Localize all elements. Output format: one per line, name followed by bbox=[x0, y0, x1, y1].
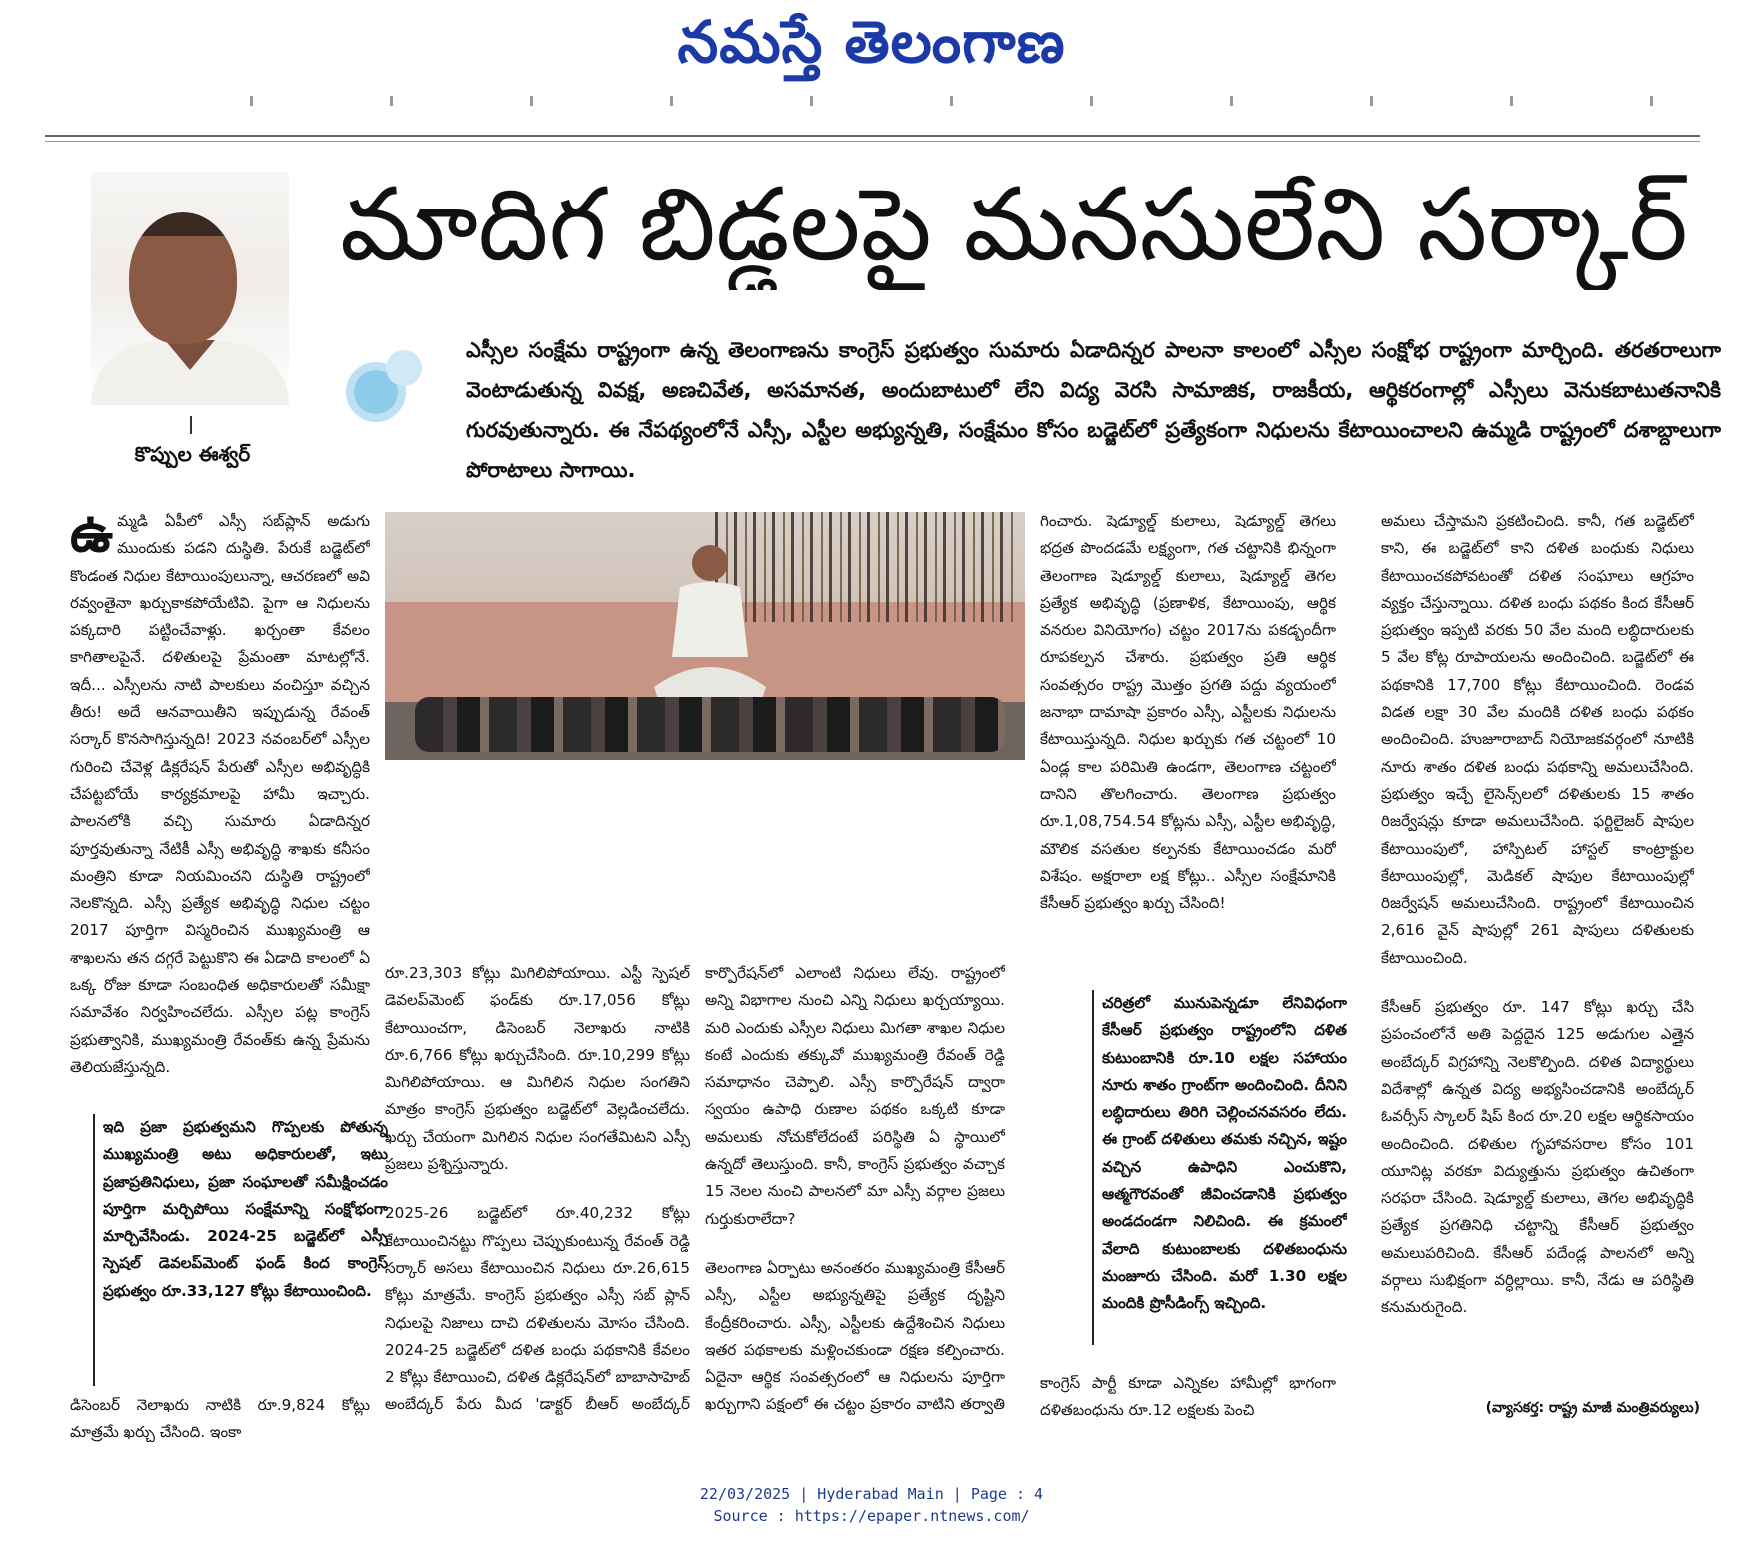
paragraph: తెలంగాణ ఏర్పాటు అనంతరం ముఖ్యమంత్రి కేసీఆర్ ఎస్సీ, ఎస్టీల అభ్యున్నతిపై ప్రత్యేక దృష్టిని కేంద్రీకరించారు. ఎస్సీ, ఎస్టీలకు ఉద్దేశించిన నిధులు ఇతర పథకాలకు మళ్లించకుండా రక్షణ కల్పించారు. ఏదైనా ఆర్థిక సంవత్సరంలో ఆ నిధులను పూర్తిగా ఖర్చుగాని పక్షంలో ఈ చట్టం ప్రకారం వాటిని తర్వాతి bbox=[705, 1258, 1005, 1414]
column-3 bbox=[705, 960, 1005, 1420]
paragraph: కేసీఆర్ ప్రభుత్వం రూ. 147 కోట్లు ఖర్చు చేసి ప్రపంచంలోనే అతి పెద్దదైన 125 అడుగుల ఎత్తైన అంబేద్కర్ విగ్రహాన్ని నెలకొల్పింది. దళిత విద్యార్థులు విదేశాల్లో ఉన్నత విద్య అభ్యసించడానికి అంబేద్కర్ ఓవర్సీస్ స్కాలర్ షిప్ కింద రూ.20 లక్షల ఆర్థికసాయం అందించింది. దళితుల గృహావసరాల కోసం 101 యూనిట్ల వరకూ విద్యుత్తును ప్రభుత్వం ఉచితంగా సరఫరా చేసింది. షెడ్యూల్డ్ కులాలు, తెగల అభివృద్ధికి ప్రత్యేక ప్రగతినిధి చట్టాన్ని కేసీఆర్ ప్రభుత్వం అమలుపరిచింది. కేసీఆర్ పదేండ్ల పాలనలో అన్ని వర్గాలు సుభిక్షంగా వర్ధిల్లాయి. కానీ, నేడు ఆ పరిస్థితి కనుమరుగైంది. bbox=[1381, 998, 1694, 1317]
paragraph: రూ.23,303 కోట్లు మిగిలిపోయాయి. ఎస్టీ స్పెషల్ డెవలప్‌మెంట్ ఫండ్‌కు రూ.17,056 కోట్లు కేటాయించగా, డిసెంబర్ నెలాఖరు నాటికి రూ.6,766 కోట్లు ఖర్చుచేసింది. రూ.10,299 కోట్లు మిగిలిపోయాయి. ఆ మిగిలిన నిధుల సంగతిని మాత్రం కాంగ్రెస్ ప్రభుత్వం బడ్జెట్‌లో వెల్లడించలేదు. ఖర్చు చేయంగా మిగిలిన నిధుల సంగతేమిటని ఎస్సీ ప్రజలు ప్రశ్నిస్తున్నారు. bbox=[385, 964, 690, 1174]
column-4 bbox=[1040, 508, 1336, 958]
article-headline: మాదిగ బిడ్డలపై మనసులేని సర్కార్ bbox=[340, 166, 1688, 283]
drop-cap: ఉ bbox=[70, 508, 114, 564]
author-note: (వ్యాసకర్త: రాష్ట్ర మాజీ మంత్రివర్యులు) bbox=[1485, 1400, 1700, 1416]
paragraph: 2025-26 బడ్జెట్‌లో రూ.40,232 కోట్లు కేటాయించినట్టు గొప్పలు చెప్పుకుంటున్న రేవంత్ రెడ్డి సర్కార్ అసలు కేటాయించిన నిధులు రూ.26,615 కోట్లు మాత్రమే. కాంగ్రెస్ ప్రభుత్వం ఎస్సీ సబ్ ప్లాన్ నిధులపై నిజాలు దాచి దళితులను మోసం చేసింది. 2024-25 బడ్జెట్‌లో దళిత బంధు పథకానికి కేవలం 2 కోట్లు కేటాయించి, దళిత డిక్లరేషన్‌లో బాబాసాహెబ్ అంబేద్కర్ పేరు మీద 'డాక్టర్ బీఆర్ అంబేద్కర్ bbox=[385, 1204, 690, 1414]
column-2 bbox=[385, 960, 690, 1420]
paragraph: అమలు చేస్తామని ప్రకటించింది. కానీ, గత బడ్జెట్‌లో కాని, ఈ బడ్జెట్‌లో కాని దళిత బంధుకు నిధులు కేటాయించకపోవటంతో దళిత సంఘాలు ఆగ్రహం వ్యక్తం చేస్తున్నాయి. దళిత బంధు పథకం కింద కేసీఆర్ ప్రభుత్వం ఇప్పటి వరకు 50 వేల మంది లబ్ధిదారులకు 5 వేల కోట్ల రూపాయలను అందించింది. బడ్జెట్‌లో ఈ పథకానికి 17,700 కోట్లు కేటాయించింది. రెండవ విడత లక్షా 30 వేల మందికి దళిత బంధు పథకం అందించింది. హుజూరాబాద్ నియోజకవర్గంలో నూటికి నూరు శాతం దళిత బంధు పథకాన్ని అమలుచేసింది. ప్రభుత్వం ఇచ్చే లైసెన్స్‌లలో దళితులకు 15 శాతం రిజర్వేషన్లు కూడా అమలుచేసింది. ఫర్టిలైజర్ షాపుల కేటాయింపులో, హాస్పిటల్ హాస్టల్ కాంట్రాక్టుల కేటాయింపుల్లో, మెడికల్ షాపుల కేటాయింపుల్లో రిజర్వేషన్ అమలుచేసింది. రాష్ట్రంలో కేటాయించిన 2,616 వైన్ షాపుల్లో 261 షాపులు దళితులకు కేటాయించింది. bbox=[1381, 512, 1694, 967]
article-lead: ఎస్సీల సంక్షేమ రాష్ట్రంగా ఉన్న తెలంగాణను కాంగ్రెస్ ప్రభుత్వం సుమారు ఏడాదిన్నర పాలనా కాలంలో ఎస్సీల సంక్షోభ రాష్ట్రంగా మార్చింది. తరతరాలుగా వెంటాడుతున్న వివక్ష, అణచివేత, అసమానత, అందుబాటులో లేని విద్య వెరసి సామాజిక, రాజకీయ, ఆర్థికరంగాల్లో ఎస్సీలు వెనుకబాటుతనానికి గురవుతున్నారు. ఈ నేపథ్యంలోనే ఎస్సీ, ఎస్టీల అభ్యున్నతి, సంక్షేమం కోసం బడ్జెట్‌లో ప్రత్యేకంగా నిధులను కేటాయించాలని ఉమ్మడి రాష్ట్రంలో దశాబ్దాలుగా పోరాటాలు సాగాయి. bbox=[466, 338, 1721, 482]
author-byline: కొప్పుల ఈశ్వర్ bbox=[134, 442, 251, 466]
author-photo bbox=[91, 172, 289, 405]
top-rule-thin bbox=[45, 141, 1700, 142]
column-1-tail: డిసెంబర్ నెలాఖరు నాటికి రూ.9,824 కోట్లు మాత్రమే ఖర్చు చేసింది. ఇంకా bbox=[70, 1396, 370, 1442]
paragraph: కార్పొరేషన్‌లో ఎలాంటి నిధులు లేవు. రాష్ట్రంలో అన్ని విభాగాల నుంచి ఎన్ని నిధులు ఖర్చయ్యాయి. మరి ఎందుకు ఎస్సీల నిధులు మిగతా శాఖల నిధుల కంటే ఎందుకు తక్కువో ముఖ్యమంత్రి రేవంత్ రెడ్డి సమాధానం చెప్పాలి. ఎస్సీ కార్పొరేషన్ ద్వారా స్వయం ఉపాధి రుణాల పథకం ఒక్కటి కూడా అమలుకు నోచుకోలేదంటే పరిస్థితి ఏ స్థాయిలో ఉన్నదో తెలుస్తుంది. కానీ, కాంగ్రెస్ ప్రభుత్వం వచ్చాక 15 నెలల నుంచి పాలనలో మా ఎస్సీ వర్గాల ప్రజలు గుర్తుకురాలేదా? bbox=[705, 964, 1005, 1228]
paragraph: గించారు. షెడ్యూల్డ్ కులాలు, షెడ్యూల్డ్ తెగలు భద్రత పొందడమే లక్ష్యంగా, గత చట్టానికి భిన్నంగా తెలంగాణ షెడ్యూల్డ్ కులాలు, షెడ్యూల్డ్ తెగల ప్రత్యేక అభివృద్ధి (ప్రణాళిక, కేటాయింపు, ఆర్థిక వనరుల వినియోగం) చట్టం 2017ను పకడ్బందీగా రూపకల్పన చేశారు. ప్రభుత్వం ప్రతి ఆర్థిక సంవత్సరం రాష్ట్ర మొత్తం ప్రగతి పద్దు వ్యయంలో జనాభా దామాషా ప్రకారం ఎస్సీ, ఎస్టీలకు నిధులను కేటాయిస్తున్నది. నిధుల ఖర్చుకు గత చట్టంలో 10 ఏండ్ల కాల పరిమితి ఉండగా, తెలంగాణ చట్టంలో దానిని తొలగించారు. తెలంగాణ ప్రభుత్వం రూ.1,08,754.54 కోట్లను ఎస్సీ, ఎస్టీల అభివృద్ధి, మౌలిక వసతుల కల్పనకు కేటాయించడం మరో విశేషం. అక్షరాలా లక్ష కోట్లు.. ఎస్సీల సంక్షేమానికి కేసీఆర్ ప్రభుత్వం ఖర్చు చేసింది! bbox=[1040, 512, 1336, 913]
top-rule bbox=[45, 135, 1700, 137]
paragraph: మ్మడి ఏపీలో ఎస్సీ సబ్‌ప్లాన్ అడుగు ముందుకు పడని దుస్థితి. పేరుకే బడ్జెట్‌లో కొండంత నిధుల కేటాయింపులున్నా, ఆచరణలో అవి రవ్వంతైనా ఖర్చుకాకపోయేటివి. పైగా ఆ నిధులను పక్కదారి పట్టించేవాళ్లు. ఖర్చంతా కేవలం కాగితాలపైనే. దళితులపై ప్రేమంతా మాటల్లోనే. ఇదీ... ఎస్సీలను నాటి పాలకులు వంచిస్తూ వచ్చిన తీరు! అదే ఆనవాయితీని ఇప్పుడున్న రేవంత్ సర్కార్ కొనసాగిస్తున్నది! 2023 నవంబర్‌లో ఎస్సీల గురించి చేవెళ్ల డిక్లరేషన్ పేరుతో ఎస్సీల అభివృద్ధికి చేపట్టబోయే కార్యక్రమాలపై హామీ ఇచ్చారు. పాలనలోకి వచ్చి సుమారు ఏడాదిన్నర పూర్తవుతున్నా నేటికీ ఎస్సీ అభివృద్ధి శాఖకు కనీసం మంత్రిని కూడా నియమించని దుస్థితి రాష్ట్రంలో నెలకొన్నది. ఎస్సీ ప్రత్యేక అభివృద్ధి నిధుల చట్టం 2017 పూర్తిగా విస్మరించిన ముఖ్యమంత్రి ఆ శాఖలను తన దగ్గరే పెట్టుకొని ఈ ఏడాది కాలంలో ఏ ఒక్క రోజు కూడా సంబంధిత అధికారులతో సమీక్షా సమావేశం నిర్వహించలేదు. ఎస్సీల పట్ల కాంగ్రెస్ ప్రభుత్వానికి, ముఖ్యమంత్రి రేవంత్‌కు ఉన్న ప్రేమను తెలియజేస్తున్నది. bbox=[70, 512, 370, 1076]
pull-quote-2: చరిత్రలో మునుపెన్నడూ లేనివిధంగా కేసీఆర్ ప్రభుత్వం రాష్ట్రంలోని దళిత కుటుంబానికి రూ.10 లక్షల సహాయం నూరు శాతం గ్రాంట్‌గా అందించింది. దీనిని లబ్ధిదారులు తిరిగి చెల్లించనవసరం లేదు. ఈ గ్రాంట్ దళితులు తమకు నచ్చిన, ఇష్టం వచ్చిన ఉపాధిని ఎంచుకొని, ఆత్మగౌరవంతో జీవించడానికి ప్రభుత్వం అండదండగా నిలిచింది. ఈ క్రమంలో వేలాది కుటుంబాలకు దళితబంధును మంజూరు చేసింది. మరో 1.30 లక్షల మందికి ప్రొసీడింగ్స్ ఇచ్చింది. bbox=[1092, 990, 1347, 1345]
column-4-tail: కాంగ్రెస్ పార్టీ కూడా ఎన్నికల హామీల్లో భాగంగా దళితబంధును రూ.12 లక్షలకు పెంచి bbox=[1040, 1374, 1336, 1420]
source-link[interactable]: Source : https://epaper.ntnews.com/ bbox=[713, 1507, 1030, 1525]
edition-info: 22/03/2025 | Hyderabad Main | Page : 4 bbox=[699, 1485, 1044, 1503]
byline-marker bbox=[190, 416, 192, 434]
column-5 bbox=[1381, 508, 1694, 1423]
masthead-logo: నమస్తే తెలంగాణ bbox=[677, 8, 1066, 76]
masthead-divider bbox=[160, 96, 1680, 106]
pull-quote-1: ఇది ప్రజా ప్రభుత్వమని గొప్పలకు పోతున్న ముఖ్యమంత్రి అటు అధికారులతో, ఇటు ప్రజాప్రతినిధులు, ప్రజా సంఘాలతో సమీక్షించడం పూర్తిగా మర్చిపోయి సంక్షేమాన్ని సంక్షోభంగా మార్చివేసిండు. 2024-25 బడ్జెట్‌లో ఎస్సీ స్పెషల్ డెవలప్‌మెంట్ ఫండ్ కింద కాంగ్రెస్ ప్రభుత్వం రూ.33,127 కోట్లు కేటాయించింది. bbox=[93, 1114, 388, 1386]
article-photo bbox=[385, 512, 1025, 760]
decorative-bubbles-icon bbox=[344, 342, 434, 432]
